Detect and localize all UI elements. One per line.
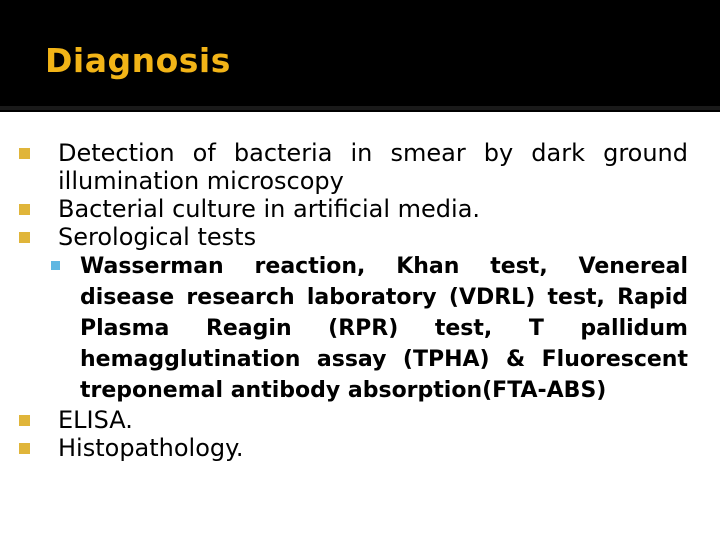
bullet-text: Detection of bacteria in smear by dark ground illumination microscopy <box>58 139 688 195</box>
square-bullet-icon <box>19 204 30 215</box>
bullet-text: Bacterial culture in artificial media. <box>58 195 481 223</box>
square-bullet-icon <box>19 232 30 243</box>
bullet-list <box>58 139 688 462</box>
sub-bullet-item <box>80 251 688 406</box>
bullet-text: Histopathology. <box>58 434 244 462</box>
sub-bullet-text: Wasserman reaction, Khan test, Venereal disease research laboratory (VDRL) test, Rapid Plasma Reagin (RPR) test, T pallidum hemagglutination assay (TPHA) & Fluorescent treponemal antibody absorption(FTA-ABS) <box>80 254 688 403</box>
slide-title: Diagnosis <box>45 41 231 80</box>
square-bullet-icon <box>19 443 30 454</box>
content-area <box>0 112 720 540</box>
title-bar <box>0 0 720 110</box>
square-bullet-icon <box>19 415 30 426</box>
bullet-item <box>58 406 688 434</box>
bullet-item <box>58 195 688 223</box>
square-bullet-icon <box>19 148 30 159</box>
bullet-item <box>58 434 688 462</box>
bullet-text: Serological tests <box>58 223 257 251</box>
bullet-text: ELISA. <box>58 406 133 434</box>
sub-bullet-list <box>80 251 688 406</box>
square-sub-bullet-icon <box>51 261 60 270</box>
bullet-item <box>58 139 688 195</box>
bullet-item <box>58 223 688 406</box>
